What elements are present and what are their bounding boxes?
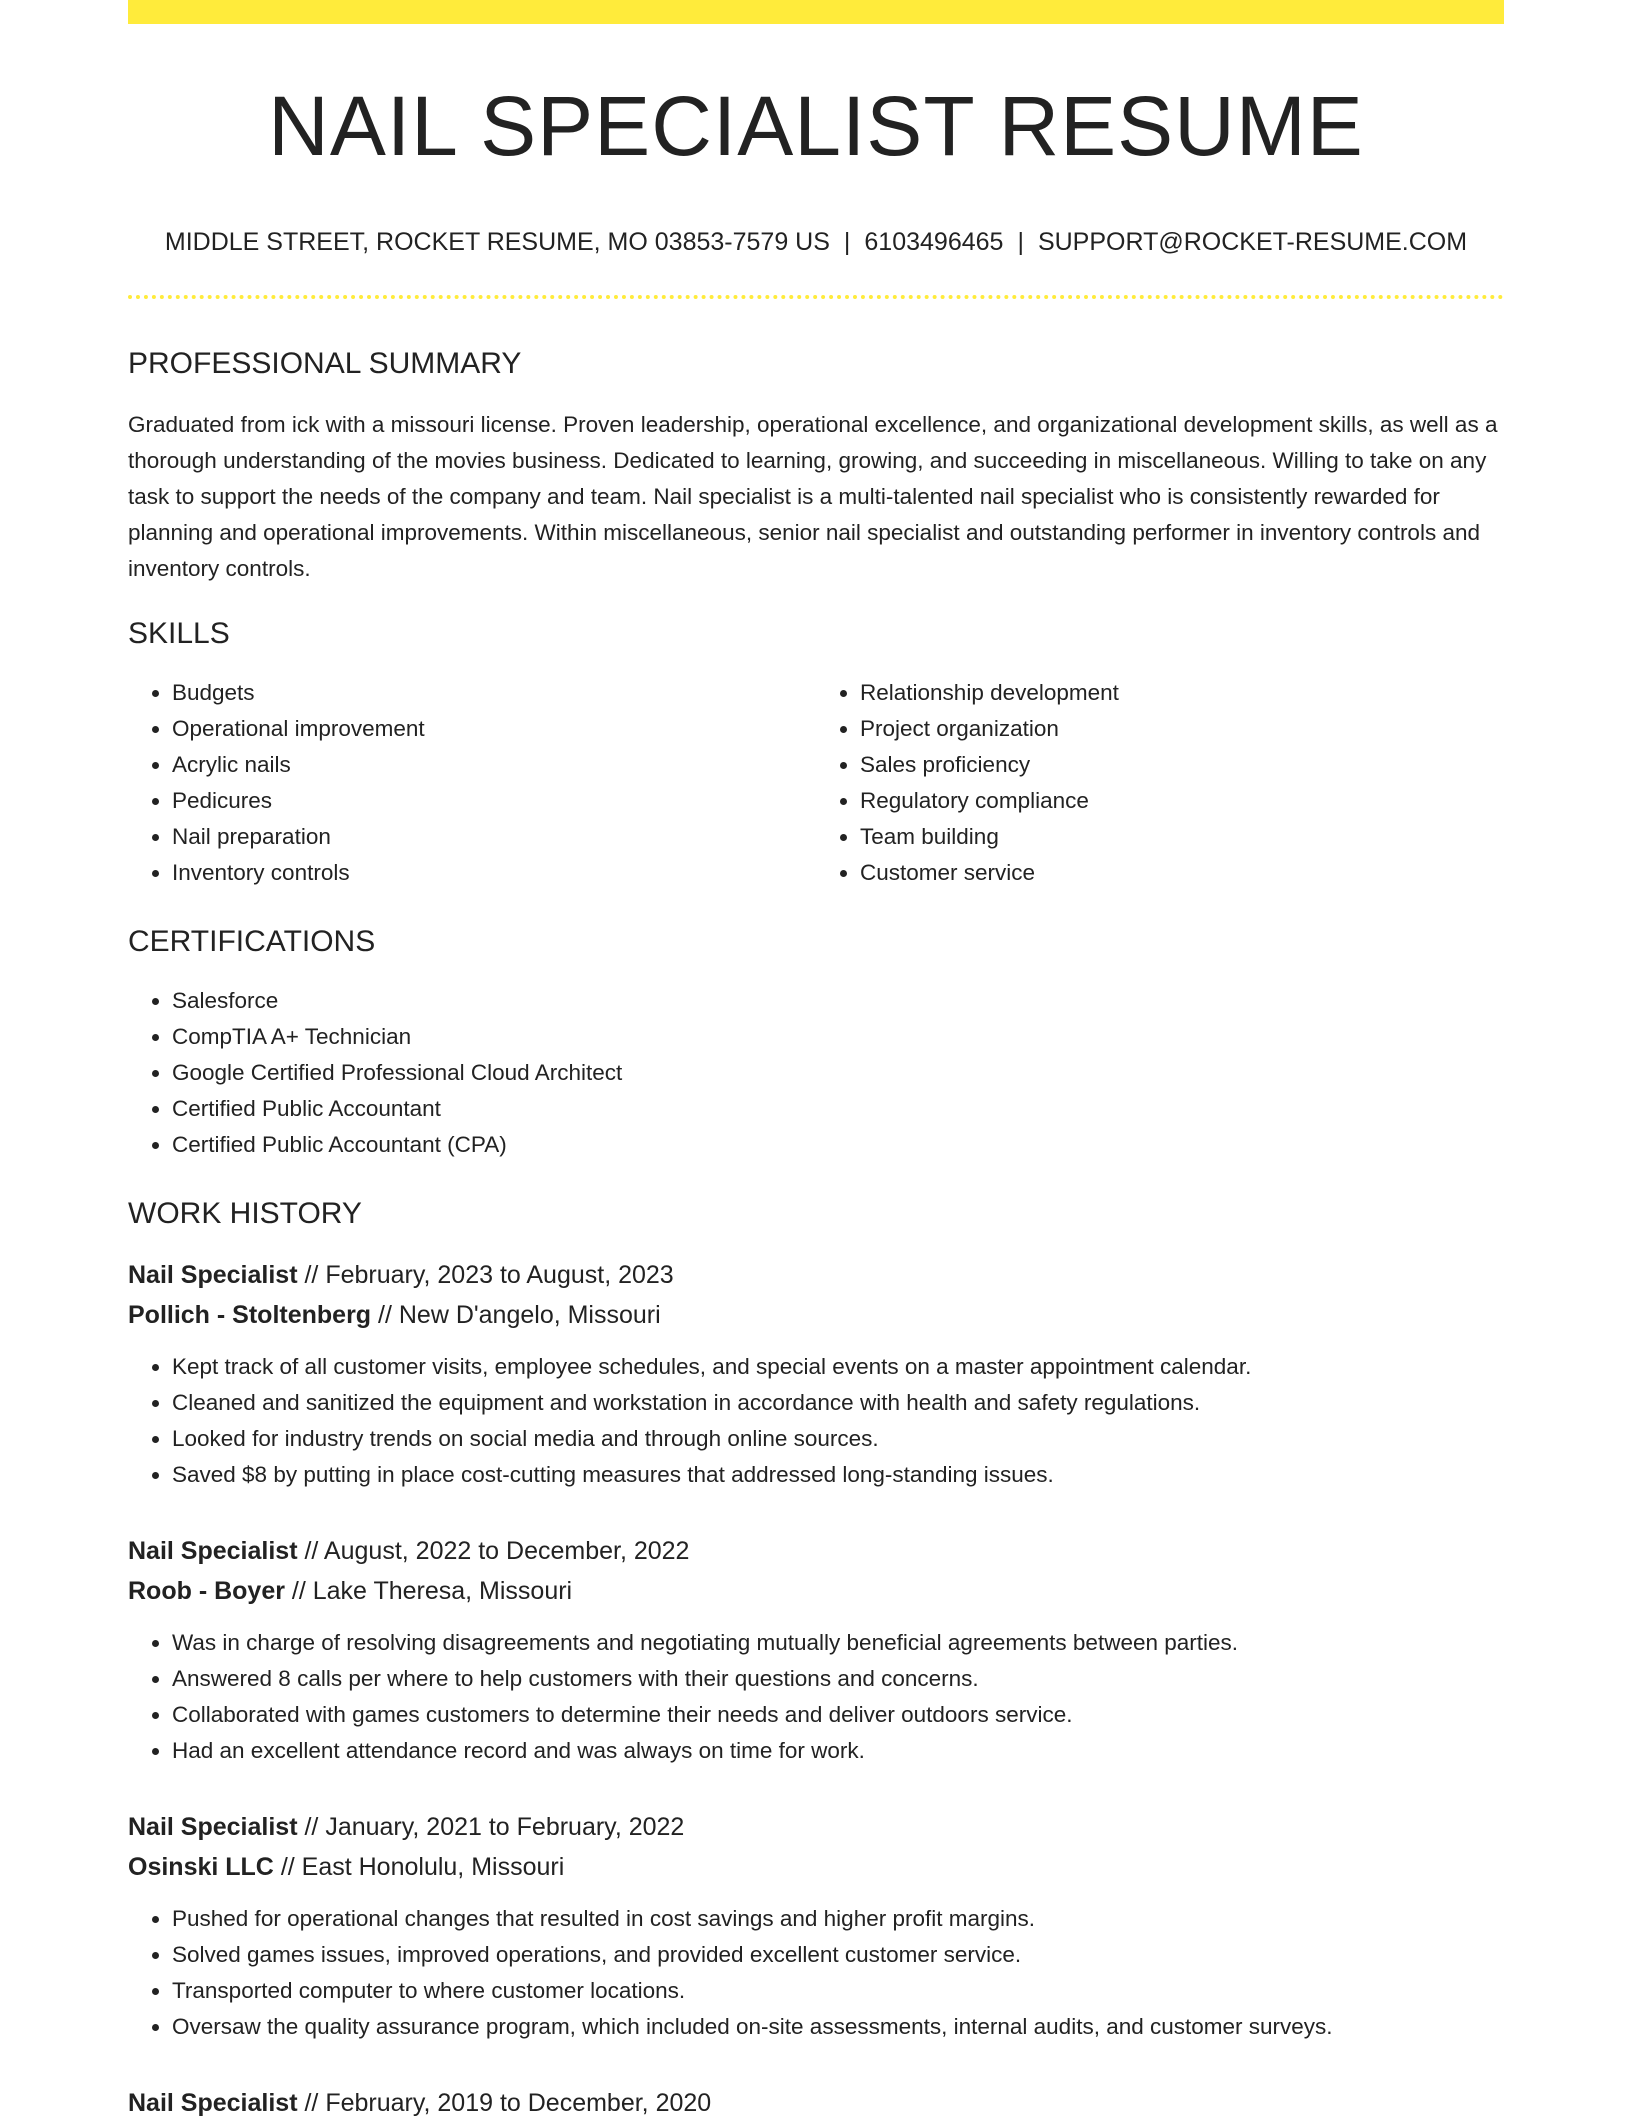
skill-item: • Relationship development — [860, 675, 1504, 711]
job-location: // East Honolulu, Missouri — [273, 1853, 565, 1881]
dotted-divider — [128, 295, 1504, 299]
certifications-list — [128, 983, 1504, 1163]
job-entry — [128, 2083, 1504, 2123]
work-history-heading: WORK HISTORY — [128, 1197, 362, 1230]
job-bullet: • Kept track of all customer visits, employee schedules, and special events on a master appointment calendar. — [172, 1349, 1504, 1385]
job-dates: // August, 2022 to December, 2022 — [297, 1537, 690, 1565]
job-bullets — [128, 1901, 1504, 2045]
job-entry — [128, 1807, 1504, 2045]
job-role: Nail Specialist — [128, 1261, 298, 1289]
skills-columns — [128, 675, 1504, 891]
job-entry — [128, 1255, 1504, 1493]
skill-item: • Budgets — [172, 675, 816, 711]
skill-item: • Nail preparation — [172, 819, 816, 855]
job-bullet: • Transported computer to where customer locations. — [172, 1973, 1504, 2009]
certifications-heading: CERTIFICATIONS — [128, 925, 376, 958]
contact-email: SUPPORT@ROCKET-RESUME.COM — [1037, 228, 1468, 256]
certification-item: • Google Certified Professional Cloud Architect — [172, 1055, 1504, 1091]
contact-separator: | — [843, 228, 851, 256]
skill-item: • Operational improvement — [172, 711, 816, 747]
skill-item: • Sales proficiency — [860, 747, 1504, 783]
job-role-line — [128, 1807, 1504, 1847]
job-dates: // February, 2023 to August, 2023 — [297, 1261, 674, 1289]
skill-item: • Regulatory compliance — [860, 783, 1504, 819]
job-bullet: • Looked for industry trends on social media and through online sources. — [172, 1421, 1504, 1457]
skill-item: • Team building — [860, 819, 1504, 855]
job-company: Roob - Boyer — [128, 1577, 285, 1605]
job-role-line — [128, 2083, 1504, 2123]
job-bullet: • Saved $8 by putting in place cost-cutting measures that addressed long-standing issues. — [172, 1457, 1504, 1493]
job-bullet: • Had an excellent attendance record and was always on time for work. — [172, 1733, 1504, 1769]
job-dates: // January, 2021 to February, 2022 — [297, 1813, 685, 1841]
skill-item: • Customer service — [860, 855, 1504, 891]
top-accent-bar — [128, 0, 1504, 24]
job-role: Nail Specialist — [128, 1813, 298, 1841]
job-role: Nail Specialist — [128, 1537, 298, 1565]
job-role-line — [128, 1531, 1504, 1571]
certification-item: • Salesforce — [172, 983, 1504, 1019]
job-location: // Lake Theresa, Missouri — [284, 1577, 573, 1605]
job-company-line — [128, 1295, 1504, 1335]
certification-item: • CompTIA A+ Technician — [172, 1019, 1504, 1055]
contact-line — [128, 230, 1504, 255]
job-role-line — [128, 1255, 1504, 1295]
job-bullets — [128, 1349, 1504, 1493]
job-dates: // February, 2019 to December, 2020 — [297, 2089, 712, 2117]
skills-list-right — [816, 675, 1504, 891]
summary-heading: PROFESSIONAL SUMMARY — [128, 347, 522, 380]
job-role: Nail Specialist — [128, 2089, 298, 2117]
job-bullet: • Collaborated with games customers to determine their needs and deliver outdoors service. — [172, 1697, 1504, 1733]
job-bullet: • Solved games issues, improved operations, and provided excellent customer service. — [172, 1937, 1504, 1973]
job-company-line — [128, 1571, 1504, 1611]
contact-phone: 6103496465 — [864, 228, 1004, 256]
skill-item: • Inventory controls — [172, 855, 816, 891]
resume-page — [128, 0, 1504, 2123]
certification-item: • Certified Public Accountant — [172, 1091, 1504, 1127]
skills-heading: SKILLS — [128, 617, 230, 650]
skill-item: • Pedicures — [172, 783, 816, 819]
job-company: Pollich - Stoltenberg — [128, 1301, 372, 1329]
job-bullet: • Answered 8 calls per where to help customers with their questions and concerns. — [172, 1661, 1504, 1697]
certification-item: • Certified Public Accountant (CPA) — [172, 1127, 1504, 1163]
skill-item: • Project organization — [860, 711, 1504, 747]
skill-item: • Acrylic nails — [172, 747, 816, 783]
contact-address: MIDDLE STREET, ROCKET RESUME, MO 03853-7579 US — [164, 228, 830, 256]
skills-list-left — [128, 675, 816, 891]
job-location: // New D'angelo, Missouri — [371, 1301, 661, 1329]
job-bullet: • Cleaned and sanitized the equipment and workstation in accordance with health and safety regulations. — [172, 1385, 1504, 1421]
job-bullet: • Pushed for operational changes that resulted in cost savings and higher profit margins. — [172, 1901, 1504, 1937]
job-company-line — [128, 1847, 1504, 1887]
job-entry — [128, 1531, 1504, 1769]
job-bullets — [128, 1625, 1504, 1769]
contact-separator: | — [1017, 228, 1024, 256]
job-bullet: • Was in charge of resolving disagreements and negotiating mutually beneficial agreements between parties. — [172, 1625, 1504, 1661]
summary-text: Graduated from ick with a missouri license. Proven leadership, operational excellence, and organizational development skills, as well as a thorough understanding of the movies business. Dedicated to learning, growing, and succeeding in miscellaneous. Willing to take on any task to support the needs of the company and team. Nail specialist is a multi-talented nail specialist who is consistently rewarded for planning and operational improvements. Within miscellaneous, senior nail specialist and outstanding performer in inventory controls and inventory controls. — [128, 412, 1498, 581]
resume-title: NAIL SPECIALIST RESUME — [268, 79, 1364, 173]
job-bullet: • Oversaw the quality assurance program, which included on-site assessments, internal audits, and customer surveys. — [172, 2009, 1504, 2045]
job-company: Osinski LLC — [128, 1853, 274, 1881]
